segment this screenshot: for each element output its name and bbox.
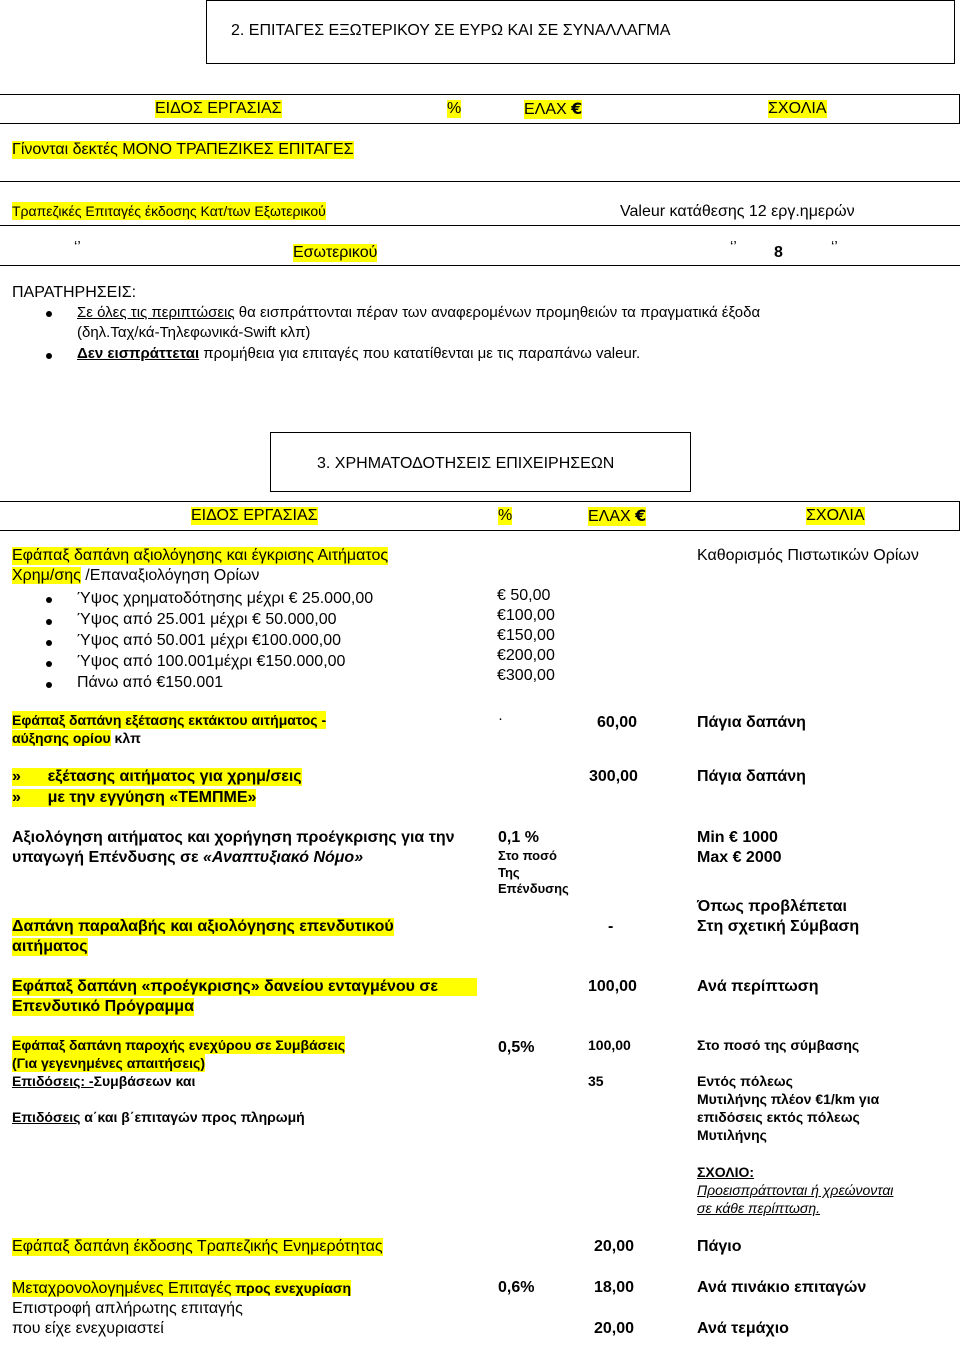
bank-standing-comment: Πάγιο	[697, 1238, 742, 1255]
s3-header-comments: ΣΧΟΛΙΑ	[806, 507, 865, 524]
tier-label: Ύψος από 100.001μέχρι €150.000,00	[77, 653, 346, 670]
guarantee-comment: Πάγια δαπάνη	[697, 768, 806, 785]
note-title: ΣΧΟΛΙΟ:	[697, 1164, 755, 1180]
preapproval-comment: Ανά περίπτωση	[697, 978, 819, 995]
domestic-checks-row: Εσωτερικού	[293, 244, 378, 261]
ditto-mark: ‘’	[730, 238, 737, 255]
guarantee-line1: » εξέτασης αιτήματος για χρημ/σεις	[12, 768, 302, 785]
bank-standing-row: Εφάπαξ δαπάνη έκδοσης Τραπεζικής Ενημερότητας	[12, 1238, 383, 1255]
bullet-icon	[46, 661, 52, 667]
divider	[0, 225, 960, 226]
euro-symbol-icon: €	[635, 506, 647, 525]
extra-comment: Πάγια δαπάνη	[697, 714, 806, 731]
s3-header-min: ΕΛΑΧ €	[588, 506, 647, 525]
eval-comment: Καθορισμός Πιστωτικών Ορίων	[697, 547, 919, 564]
deliveries-comment: επιδόσεις εκτός πόλεως	[697, 1109, 860, 1125]
pledge-line2: (Για γεγενημένες απαιτήσεις)	[12, 1055, 205, 1071]
devlaw-line1: Αξιολόγηση αιτήματος και χορήγηση προέγκρισης για την	[12, 829, 455, 846]
bullet-icon	[46, 311, 52, 317]
return-line2: που είχε ενεχυριαστεί	[12, 1320, 164, 1337]
tier-fee: €100,00	[497, 607, 555, 624]
devlaw-pct: 0,1 %	[498, 829, 539, 846]
s2-header-type: ΕΙΔΟΣ ΕΡΓΑΣΙΑΣ	[155, 100, 282, 117]
deliveries-line2: Επιδόσεις α΄και β΄επιταγών προς πληρωμή	[12, 1109, 305, 1125]
foreign-checks-row: Τραπεζικές Επιταγές έκδοσης Κατ/των Εξωτερικού	[12, 203, 326, 219]
note2: Δεν εισπράττεται προμήθεια για επιταγές που κατατίθενται με τις παραπάνω valeur.	[77, 345, 641, 362]
s2-header-comments: ΣΧΟΛΙΑ	[768, 100, 827, 117]
ditto-mark: ‘’	[831, 238, 838, 255]
note-line: σε κάθε περίπτωση.	[697, 1200, 821, 1216]
devlaw-pct-note: Στο ποσό	[498, 848, 557, 863]
deliveries-comment: Εντός πόλεως	[697, 1073, 793, 1089]
preapproval-amount: 100,00	[588, 978, 637, 995]
return-line1: Επιστροφή απλήρωτης επιταγής	[12, 1300, 243, 1317]
note-line: Προεισπράττονται ή χρεώνονται	[697, 1182, 894, 1198]
domestic-days: 8	[774, 244, 783, 261]
tier-label: Ύψος από 50.001 μέχρι €100.000,00	[77, 632, 341, 649]
invest-amount: -	[608, 918, 614, 935]
deliveries-comment: Μυτιλήνης πλέον €1/km για	[697, 1091, 880, 1107]
tier-label: Ύψος χρηματοδότησης μέχρι € 25.000,00	[77, 590, 374, 607]
divider	[0, 265, 960, 266]
guarantee-line2: » με την εγγύηση «ΤΕΜΠΜΕ»	[12, 789, 257, 806]
pledge-pct: 0,5%	[498, 1039, 535, 1056]
notes-title: ΠΑΡΑΤΗΡΗΣΕΙΣ:	[12, 284, 137, 301]
eval-title-line1: Εφάπαξ δαπάνη αξιολόγησης και έγκρισης Αιτήματος	[12, 547, 389, 564]
bullet-icon	[46, 353, 52, 359]
return-comment: Ανά τεμάχιο	[697, 1320, 789, 1337]
divider	[0, 181, 960, 182]
deliveries-amount: 35	[588, 1073, 604, 1089]
extra-dot: ·	[498, 710, 503, 727]
devlaw-pct-note: Επένδυσης	[498, 881, 569, 896]
ditto-mark: ‘’	[74, 238, 81, 255]
tier-fee: €200,00	[497, 647, 555, 664]
bank-standing-amount: 20,00	[594, 1238, 635, 1255]
return-amount: 20,00	[594, 1320, 635, 1337]
postdated-comment: Ανά πινάκιο επιταγών	[697, 1279, 867, 1296]
bullet-icon	[46, 619, 52, 625]
valeur-days: Valeur κατάθεσης 12 εργ.ημερών	[620, 203, 855, 220]
eval-title-line2: Χρημ/σης /Επαναξιολόγηση Ορίων	[12, 567, 260, 584]
invest-line2: αιτήματος	[12, 938, 88, 955]
tier-label: Πάνω από €150.001	[77, 674, 224, 691]
extra-amount: 60,00	[597, 714, 638, 731]
section3-title: 3. ΧΡΗΜΑΤΟΔΟΤΗΣΕΙΣ ΕΠΙΧΕΙΡΗΣΕΩΝ	[317, 455, 615, 472]
tier-fee: €150,00	[497, 627, 555, 644]
only-bank-checks: Γίνονται δεκτές ΜΟΝΟ ΤΡΑΠΕΖΙΚΕΣ ΕΠΙΤΑΓΕΣ	[12, 141, 354, 158]
devlaw-line2: υπαγωγή Επένδυσης σε «Αναπτυξιακό Νόμο»	[12, 849, 364, 866]
pledge-amount: 100,00	[588, 1037, 631, 1053]
s3-header-type: ΕΙΔΟΣ ΕΡΓΑΣΙΑΣ	[191, 507, 318, 524]
section2-title: 2. ΕΠΙΤΑΓΕΣ ΕΞΩΤΕΡΙΚΟΥ ΣΕ ΕΥΡΩ ΚΑΙ ΣΕ ΣΥΝΑΛΛΑΓΜΑ	[231, 22, 671, 39]
bullet-icon	[46, 597, 52, 603]
bullet-icon	[46, 640, 52, 646]
tier-fee: €300,00	[497, 667, 555, 684]
postdated-row: Μεταχρονολογημένες Επιταγές προς ενεχυρίαση	[12, 1280, 352, 1297]
s2-header-min: ΕΛΑΧ €	[524, 99, 583, 118]
preapproval-line2: Επενδυτικό Πρόγραμμα	[12, 998, 194, 1015]
postdated-pct: 0,6%	[498, 1279, 535, 1296]
deliveries-line1: Επιδόσεις: -Συμβάσεων και	[12, 1073, 196, 1089]
guarantee-amount: 300,00	[589, 768, 638, 785]
invest-line1: Δαπάνη παραλαβής και αξιολόγησης επενδυτικού	[12, 918, 394, 935]
s3-header-pct: %	[498, 507, 513, 524]
invest-comment2: Στη σχετική Σύμβαση	[697, 918, 860, 935]
bullet-icon	[46, 682, 52, 688]
tier-fee: € 50,00	[497, 587, 551, 604]
deliveries-comment: Μυτιλήνης	[697, 1127, 767, 1143]
pledge-comment: Στο ποσό της σύμβασης	[697, 1037, 860, 1053]
pledge-line1: Εφάπαξ δαπάνη παροχής ενεχύρου σε Συμβάσεις	[12, 1037, 346, 1053]
devlaw-max: Max € 2000	[697, 849, 782, 866]
s2-header-pct: %	[447, 100, 462, 117]
extra-title-line2: αύξησης ορίου κλπ	[12, 730, 141, 746]
invest-comment1: Όπως προβλέπεται	[697, 898, 847, 915]
devlaw-pct-note: Της	[498, 865, 520, 880]
preapproval-line1: Εφάπαξ δαπάνη «προέγκρισης» δανείου ενταγμένου σε	[12, 978, 477, 996]
note1: Σε όλες τις περιπτώσεις θα εισπράττονται πέραν των αναφερομένων προμηθειών τα πραγματικά έξοδα	[77, 304, 761, 321]
note1-line2: (δηλ.Ταχ/κά-Τηλεφωνικά-Swift κλπ)	[77, 324, 311, 341]
extra-title-line1: Εφάπαξ δαπάνη εξέτασης εκτάκτου αιτήματος -	[12, 712, 327, 728]
devlaw-min: Min € 1000	[697, 829, 778, 846]
euro-symbol-icon: €	[571, 99, 583, 118]
tier-label: Ύψος από 25.001 μέχρι € 50.000,00	[77, 611, 337, 628]
postdated-amount: 18,00	[594, 1279, 635, 1296]
